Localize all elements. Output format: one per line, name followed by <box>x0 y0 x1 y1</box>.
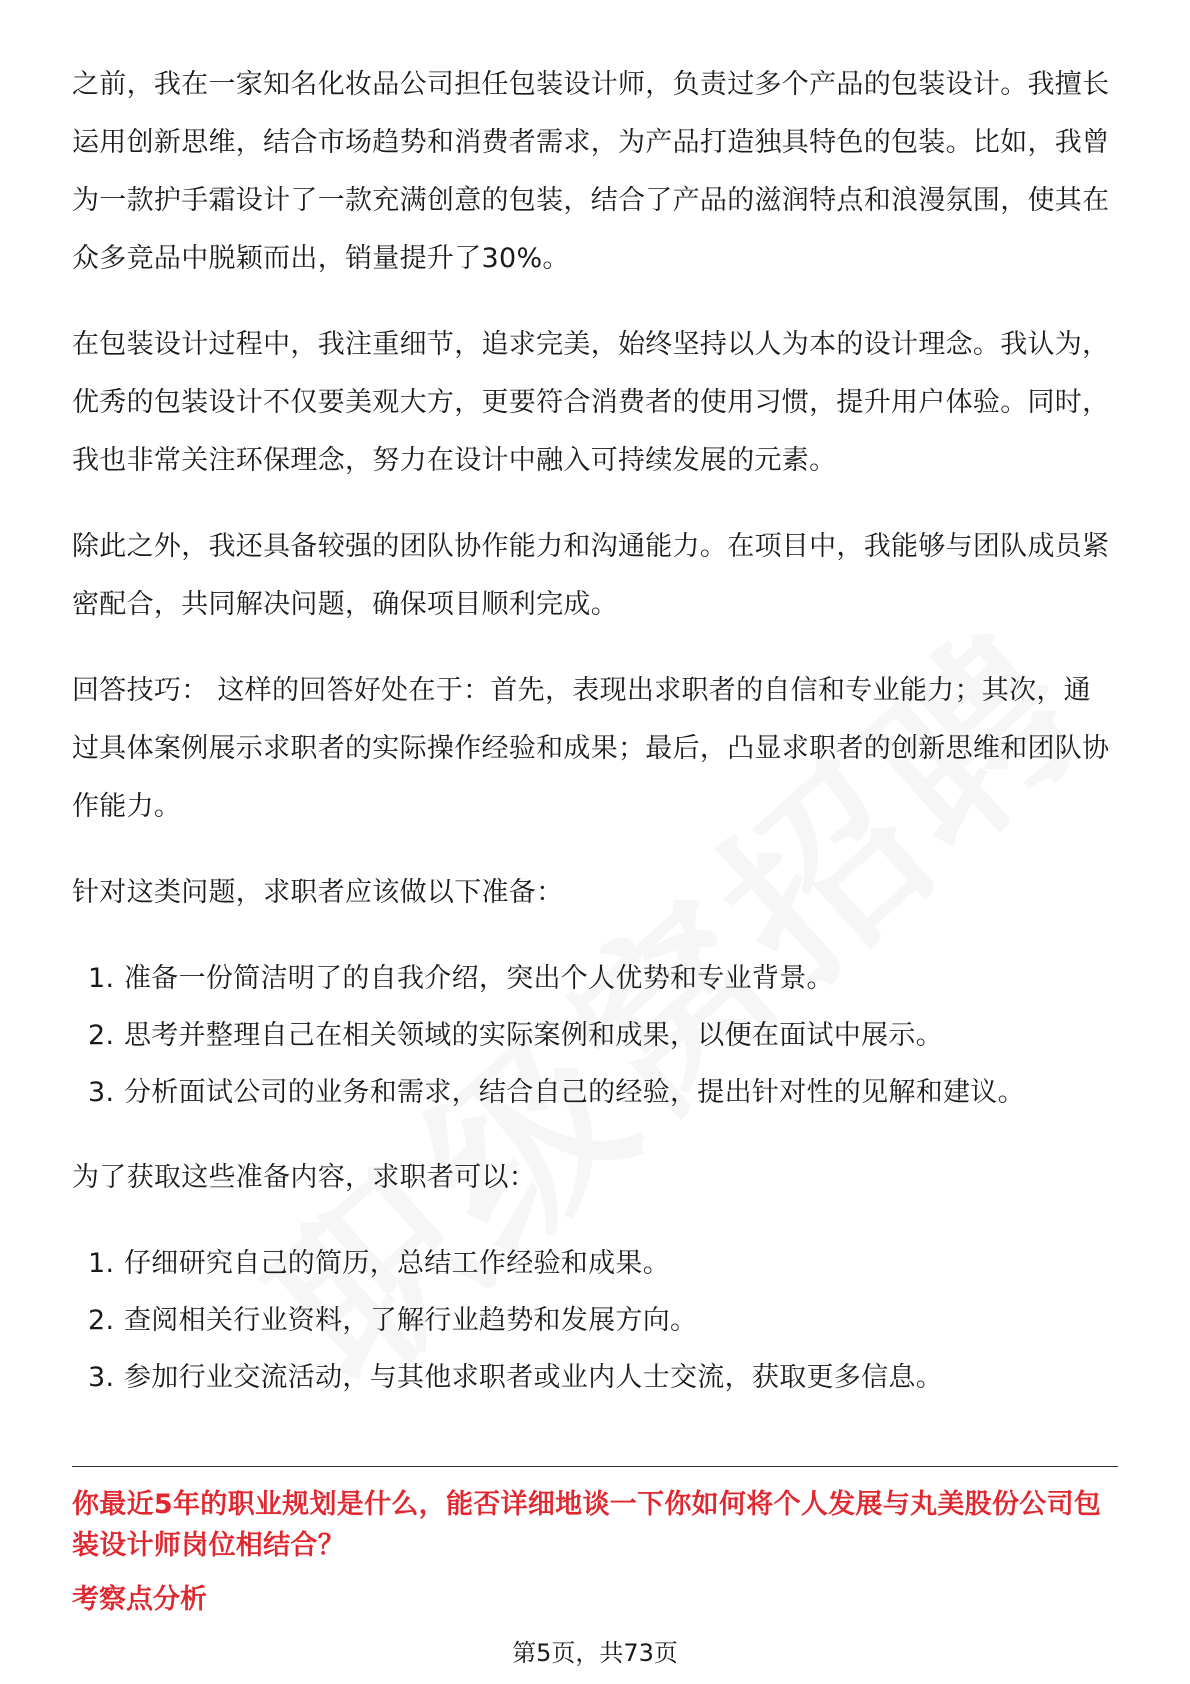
list-number: 3. <box>88 1077 115 1108</box>
list-item <box>72 1349 1118 1406</box>
list-number: 1. <box>88 1248 115 1279</box>
paragraph-teamwork: 除此之外，我还具备较强的团队协作能力和沟通能力。在项目中，我能够与团队成员紧密配合，共同解决问题，确保项目顺利完成。 <box>72 531 1110 620</box>
paragraph-design-approach: 在包装设计过程中，我注重细节，追求完美，始终坚持以人为本的设计理念。我认为，优秀的包装设计不仅要美观大方，更要符合消费者的使用习惯，提升用户体验。同时，我也非常关注环保理念，努力在设计中融入可持续发展的元素。 <box>72 329 1110 476</box>
list-item <box>72 950 1118 1007</box>
analysis-subheading: 考察点分析 <box>72 1584 207 1615</box>
paragraph-experience: 之前，我在一家知名化妆品公司担任包装设计师，负责过多个产品的包装设计。我擅长运用创新思维，结合市场趋势和消费者需求，为产品打造独具特色的包装。比如，我曾为一款护手霜设计了一款充满创意的包装，结合了产品的滋润特点和浪漫氛围，使其在众多竞品中脱颖而出，销量提升了30%。 <box>72 69 1110 274</box>
list-text: 思考并整理自己在相关领域的实际案例和成果，以便在面试中展示。 <box>124 1020 943 1051</box>
page-footer: 第5页，共73页 <box>512 1639 678 1667</box>
list-number: 1. <box>88 963 115 994</box>
list-text: 准备一份简洁明了的自我介绍，突出个人优势和专业背景。 <box>124 963 834 994</box>
list-item <box>72 1235 1118 1292</box>
section-divider <box>72 1466 1118 1467</box>
next-question-heading: 你最近5年的职业规划是什么，能否详细地谈一下你如何将个人发展与丸美股份公司包装设计师岗位相结合？ <box>72 1489 1102 1561</box>
paragraph-answer-tips: 回答技巧： 这样的回答好处在于：首先，表现出求职者的自信和专业能力；其次，通过具体案例展示求职者的实际操作经验和成果；最后，凸显求职者的创新思维和团队协作能力。 <box>72 675 1110 822</box>
list-text: 仔细研究自己的简历，总结工作经验和成果。 <box>124 1248 670 1279</box>
list-item <box>72 1292 1118 1349</box>
list-text: 查阅相关行业资料，了解行业趋势和发展方向。 <box>124 1305 698 1336</box>
list-number: 2. <box>88 1305 115 1336</box>
prep-list <box>72 950 1118 1121</box>
list-item <box>72 1064 1118 1121</box>
list-number: 2. <box>88 1020 115 1051</box>
paragraph-prep-intro: 针对这类问题，求职者应该做以下准备： <box>72 877 564 908</box>
gather-list <box>72 1235 1118 1406</box>
page-content <box>72 56 1118 1434</box>
list-text: 分析面试公司的业务和需求，结合自己的经验，提出针对性的见解和建议。 <box>124 1077 1025 1108</box>
paragraph-gather-intro: 为了获取这些准备内容，求职者可以： <box>72 1162 537 1193</box>
list-item <box>72 1007 1118 1064</box>
list-number: 3. <box>88 1362 115 1393</box>
list-text: 参加行业交流活动，与其他求职者或业内人士交流，获取更多信息。 <box>124 1362 943 1393</box>
